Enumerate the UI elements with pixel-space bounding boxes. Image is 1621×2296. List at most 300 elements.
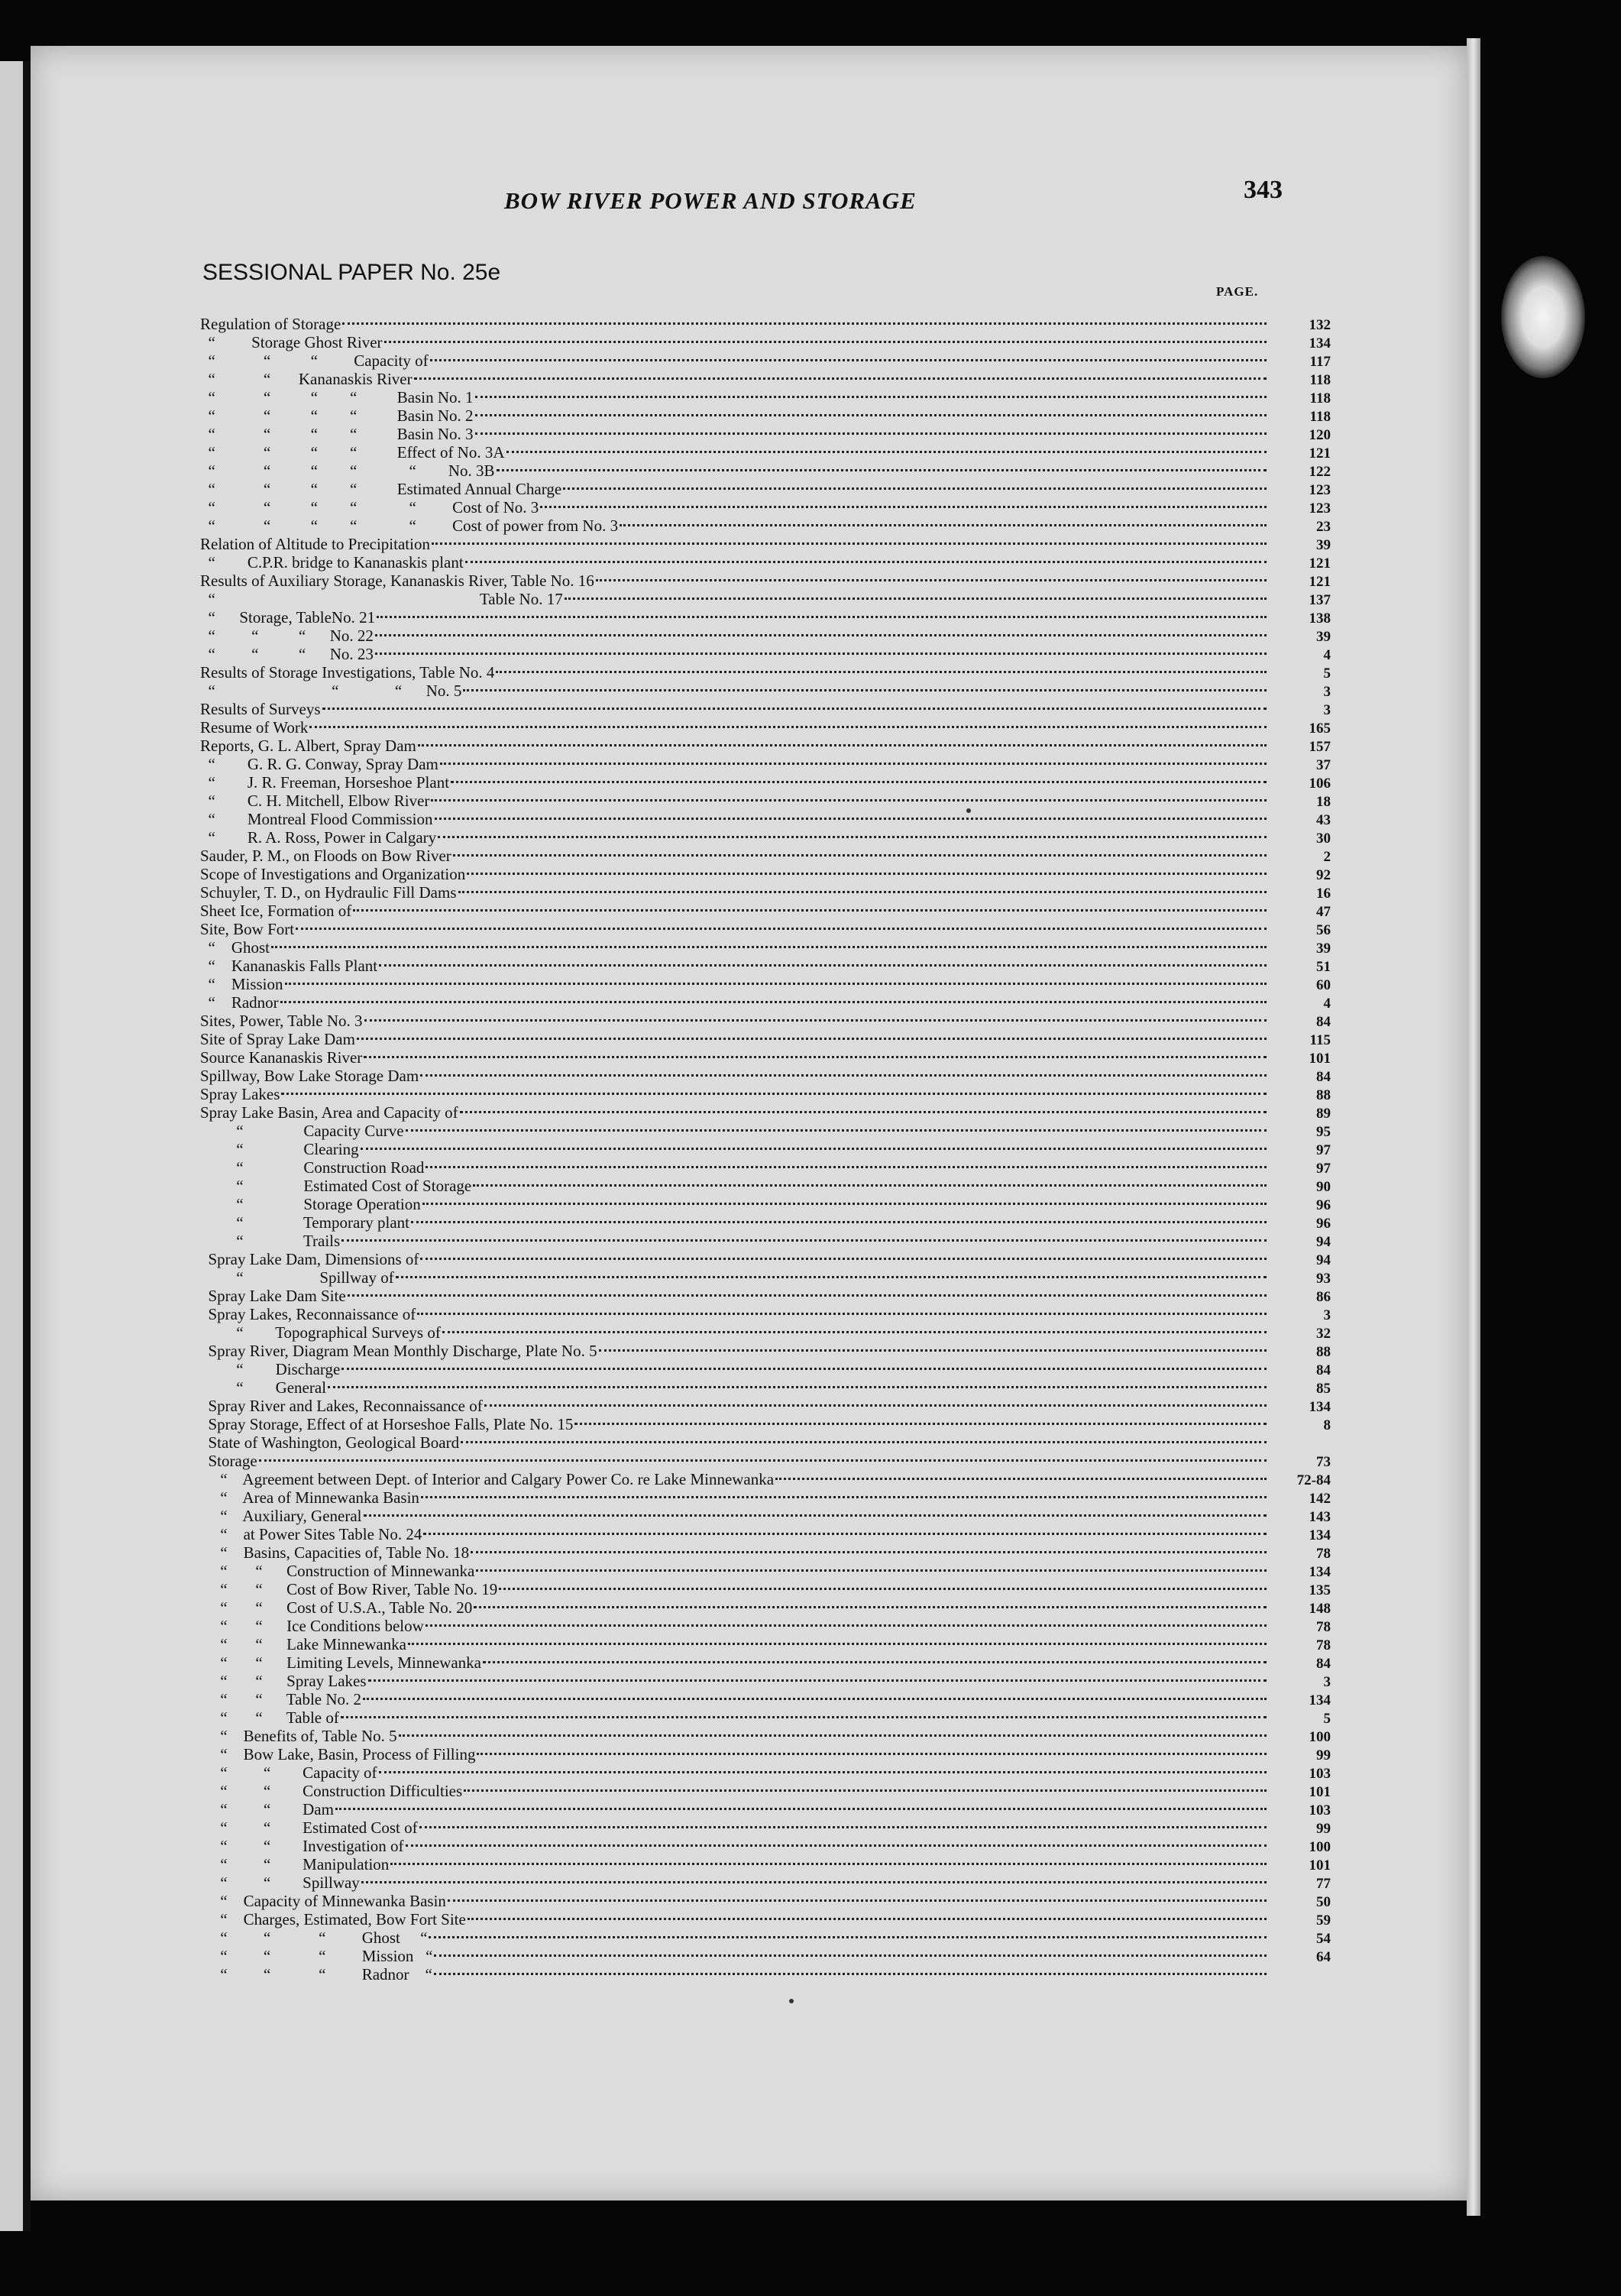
speck: [789, 1999, 794, 2003]
index-entry: [200, 883, 1331, 902]
index-entry: [200, 425, 1331, 443]
index-entry-text: “ “ Lake Minnewanka: [200, 1635, 406, 1653]
dot-leader: [477, 1753, 1267, 1755]
index-entry-page: 2: [1323, 849, 1331, 865]
dot-leader: [475, 414, 1267, 416]
index-entry-page: 43: [1316, 812, 1331, 828]
dot-leader: [461, 1441, 1267, 1443]
dot-leader: [422, 1203, 1267, 1205]
dot-leader: [442, 1331, 1267, 1333]
index-entry: [200, 480, 1331, 498]
index-entry-page: 123: [1309, 482, 1331, 498]
dot-leader: [453, 854, 1267, 857]
index-entry-page: 96: [1316, 1216, 1331, 1232]
index-entry: [200, 1892, 1331, 1910]
index-entry-page: 32: [1316, 1326, 1331, 1342]
index-entry: [200, 755, 1331, 773]
dot-leader: [499, 1588, 1267, 1590]
index-entry: [200, 957, 1331, 975]
index-entry-page: 117: [1309, 354, 1331, 370]
index-entry: [200, 1507, 1331, 1525]
index-entry-page: 5: [1323, 665, 1331, 682]
index-entry-page: 23: [1316, 519, 1331, 535]
index-entry-page: 60: [1316, 977, 1331, 993]
dot-leader: [411, 1221, 1267, 1223]
index-entry-text: “ Bow Lake, Basin, Process of Filling: [200, 1745, 476, 1763]
index-entry: [200, 1287, 1331, 1305]
index-entry: [200, 406, 1331, 425]
index-entry: [200, 388, 1331, 406]
index-entry-text: Spray Storage, Effect of at Horseshoe Falls, Plate No. 15: [200, 1415, 574, 1433]
index-entry-page: 143: [1309, 1509, 1331, 1525]
index-entry-text: “ “ Estimated Cost of: [200, 1818, 418, 1837]
dot-leader: [475, 432, 1267, 435]
index-entry: [200, 1488, 1331, 1507]
index-entry-page: 101: [1309, 1051, 1331, 1067]
index-entry-text: “ Temporary plant: [200, 1213, 410, 1232]
dot-leader: [464, 1789, 1267, 1792]
index-entry: [200, 645, 1331, 663]
index-entry-text: “ Capacity Curve: [200, 1122, 404, 1140]
index-entry-text: Spray Lake Basin, Area and Capacity of: [200, 1103, 458, 1122]
index-entry-text: “ Agreement between Dept. of Interior and Calgary Power Co. re Lake Minnewanka: [200, 1470, 775, 1488]
index-entry-text: Results of Auxiliary Storage, Kananaskis River, Table No. 16: [200, 572, 594, 590]
index-entry-text: “ Clearing: [200, 1140, 359, 1158]
dot-leader: [596, 579, 1267, 581]
index-entry-text: Spillway, Bow Lake Storage Dam: [200, 1067, 419, 1085]
index-entry: [200, 370, 1331, 388]
index-entry: [200, 1360, 1331, 1378]
dot-leader: [434, 1954, 1267, 1957]
index-entry: [200, 902, 1331, 920]
index-entry-page: 89: [1316, 1106, 1331, 1122]
index-entry-text: Spray Lake Dam, Dimensions of: [200, 1250, 419, 1268]
index-entry: [200, 1158, 1331, 1177]
dot-leader: [379, 964, 1267, 967]
index-entry-text: “ “ Construction Difficulties: [200, 1782, 463, 1800]
index-entry-text: Spray Lakes: [200, 1085, 280, 1103]
dot-leader: [375, 653, 1267, 655]
index-entry-text: “ “ Construction of Minnewanka: [200, 1562, 475, 1580]
index-entry-page: 88: [1316, 1087, 1331, 1103]
index-entry-text: Results of Surveys: [200, 700, 321, 718]
index-entry-page: 72-84: [1296, 1472, 1331, 1488]
index-entry-text: “ Storage, TableNo. 21: [200, 608, 376, 627]
index-entry-page: 101: [1309, 1784, 1331, 1800]
index-entry-page: 106: [1309, 776, 1331, 792]
dot-leader: [379, 1771, 1267, 1773]
index-entry-text: “ “ “ No. 5: [200, 682, 462, 700]
index-entry-text: “ Construction Road: [200, 1158, 425, 1177]
index-entry-text: “ R. A. Ross, Power in Calgary: [200, 828, 437, 847]
index-entry: [200, 792, 1331, 810]
index-entry-page: 51: [1316, 959, 1331, 975]
index-entry-page: 3: [1323, 702, 1331, 718]
index-entry-text: “ “ Investigation of: [200, 1837, 404, 1855]
index-entry-text: “ Basins, Capacities of, Table No. 18: [200, 1543, 470, 1562]
index-entry-text: Sites, Power, Table No. 3: [200, 1012, 363, 1030]
dot-leader: [419, 1826, 1267, 1828]
index-entry-text: Source Kananaskis River: [200, 1048, 363, 1067]
dot-leader: [440, 763, 1267, 765]
index-entry-page: 85: [1316, 1381, 1331, 1397]
index-entry-page: 165: [1309, 721, 1331, 737]
index-entry: [200, 1012, 1331, 1030]
index-entry-page: 121: [1309, 445, 1331, 461]
dot-leader: [475, 396, 1267, 398]
index-entry-page: 134: [1309, 1399, 1331, 1415]
index-entry-text: “ “ “ “ Estimated Annual Charge: [200, 480, 562, 498]
index-entry-page: 157: [1309, 739, 1331, 755]
page-column-label: PAGE.: [1216, 284, 1259, 299]
index-entry-text: “ Mission: [200, 975, 283, 993]
dot-leader: [483, 1661, 1267, 1663]
index-entry-text: Relation of Altitude to Precipitation: [200, 535, 430, 553]
dot-leader: [341, 1368, 1267, 1370]
index-entry-page: 3: [1323, 684, 1331, 700]
index-entry-page: 39: [1316, 941, 1331, 957]
index-entry-page: 134: [1309, 1564, 1331, 1580]
dot-leader: [435, 818, 1267, 820]
dot-leader: [620, 524, 1267, 526]
index-entry: [200, 865, 1331, 883]
index-entry-text: “ “ “ “ Basin No. 2: [200, 406, 474, 425]
index-entry-text: Schuyler, T. D., on Hydraulic Fill Dams: [200, 883, 457, 902]
index-entry: [200, 333, 1331, 351]
dot-leader: [259, 1459, 1267, 1462]
dot-leader: [431, 799, 1267, 801]
index-entry: [200, 461, 1331, 480]
index-entry: [200, 1232, 1331, 1250]
index-entry: [200, 1195, 1331, 1213]
index-entry: [200, 535, 1331, 553]
index-entry-text: “ Discharge: [200, 1360, 341, 1378]
index-entry: [200, 1378, 1331, 1397]
dot-leader: [540, 506, 1267, 508]
index-entry-text: “ “ “ “ Basin No. 3: [200, 425, 474, 443]
dot-leader: [348, 1294, 1267, 1297]
index-entry-page: 94: [1316, 1234, 1331, 1250]
index-entry: [200, 1617, 1331, 1635]
index-entry-page: 86: [1316, 1289, 1331, 1305]
dot-leader: [458, 891, 1267, 893]
index-entry-page: 54: [1316, 1931, 1331, 1947]
dot-leader: [438, 836, 1267, 838]
index-entry-text: “ “ Spillway: [200, 1873, 360, 1892]
dot-leader: [296, 928, 1267, 930]
index-entry-text: “ C.P.R. bridge to Kananaskis plant: [200, 553, 464, 572]
index-entry-page: 121: [1309, 555, 1331, 572]
index-entry-page: 88: [1316, 1344, 1331, 1360]
index-entry-page: 78: [1316, 1546, 1331, 1562]
index-entry-page: 148: [1309, 1601, 1331, 1617]
index-entry: [200, 1708, 1331, 1727]
sessional-paper-label: SESSIONAL PAPER No. 25e: [202, 260, 501, 285]
index-entry-page: 100: [1309, 1839, 1331, 1855]
index-entry: [200, 1122, 1331, 1140]
index-entry: [200, 1433, 1331, 1452]
dot-leader: [563, 487, 1267, 490]
index-entry-text: Reports, G. L. Albert, Spray Dam: [200, 737, 416, 755]
index-entry-page: 77: [1316, 1876, 1331, 1892]
index-entry-page: 8: [1323, 1417, 1331, 1433]
index-entry: [200, 1965, 1331, 1983]
index-entry-text: “ “ Ice Conditions below: [200, 1617, 424, 1635]
index-entry: [200, 1928, 1331, 1947]
index-entry-page: 132: [1309, 317, 1331, 333]
index-entry-page: 84: [1316, 1014, 1331, 1030]
index-entry-page: 84: [1316, 1656, 1331, 1672]
index-entry: [200, 1397, 1331, 1415]
index-entry-page: 37: [1316, 757, 1331, 773]
dot-leader: [451, 781, 1267, 783]
index-entry-page: 16: [1316, 886, 1331, 902]
dot-leader: [361, 1881, 1267, 1883]
index-entry: [200, 1653, 1331, 1672]
index-entry: [200, 1177, 1331, 1195]
dot-leader: [322, 708, 1267, 710]
dot-leader: [565, 597, 1267, 600]
dot-leader: [361, 1148, 1267, 1150]
speck: [966, 808, 971, 813]
index-entry-text: “ “ “ Mission “: [200, 1947, 433, 1965]
index-entry-text: “ “ Table No. 2: [200, 1690, 362, 1708]
index-entry: [200, 498, 1331, 517]
index-entry-text: “ “ “ No. 22: [200, 627, 374, 645]
index-entry-text: “ Benefits of, Table No. 5: [200, 1727, 397, 1745]
dot-leader: [484, 1404, 1267, 1407]
index-entry-page: 134: [1309, 1527, 1331, 1543]
index-entry-text: “ Capacity of Minnewanka Basin: [200, 1892, 446, 1910]
index-entry-text: “ Kananaskis Falls Plant: [200, 957, 378, 975]
index-entry-text: “ “ “ “ Basin No. 1: [200, 388, 474, 406]
dot-leader: [363, 1698, 1267, 1700]
dot-leader: [775, 1478, 1267, 1480]
index-entry-page: 100: [1309, 1729, 1331, 1745]
dot-leader: [364, 1056, 1267, 1058]
dot-leader: [463, 689, 1267, 691]
index-entry: [200, 608, 1331, 627]
dot-leader: [353, 909, 1267, 912]
dot-leader: [342, 322, 1267, 325]
index-entry: [200, 1067, 1331, 1085]
index-entry-text: Resume of Work: [200, 718, 309, 737]
index-entry: [200, 1947, 1331, 1965]
index-entry-text: Results of Storage Investigations, Table No. 4: [200, 663, 495, 682]
index-entry-text: “ Area of Minnewanka Basin: [200, 1488, 419, 1507]
dot-leader: [414, 377, 1267, 380]
index-entry-page: 118: [1309, 390, 1331, 406]
dot-leader: [420, 1258, 1267, 1260]
index-entry-page: 118: [1309, 409, 1331, 425]
index-entry: [200, 1268, 1331, 1287]
index-entry: [200, 1873, 1331, 1892]
index-entry: [200, 1763, 1331, 1782]
index-entry: [200, 1598, 1331, 1617]
index-entry-page: 99: [1316, 1821, 1331, 1837]
index-entry-page: 39: [1316, 629, 1331, 645]
index-entry-page: 5: [1323, 1711, 1331, 1727]
index-entry: [200, 993, 1331, 1012]
index-entry: [200, 443, 1331, 461]
dot-leader: [280, 1001, 1267, 1003]
index-entry: [200, 1085, 1331, 1103]
index-entry-text: “ “ Dam: [200, 1800, 334, 1818]
index-entry-text: “ “ Kananaskis River: [200, 370, 413, 388]
index-entry: [200, 1837, 1331, 1855]
index-entry-text: Spray Lake Dam Site: [200, 1287, 346, 1305]
index-entry-text: “ “ Cost of U.S.A., Table No. 20: [200, 1598, 473, 1617]
index-entry-page: 73: [1316, 1454, 1331, 1470]
index-entry-page: 3: [1323, 1674, 1331, 1690]
index-entry: [200, 663, 1331, 682]
dot-leader: [420, 1074, 1267, 1077]
index-entry-page: 138: [1309, 610, 1331, 627]
index-entry: [200, 1818, 1331, 1837]
index-entry-text: Storage: [200, 1452, 257, 1470]
dot-leader: [364, 1019, 1267, 1022]
index-entry-text: “ “ “ Capacity of: [200, 351, 429, 370]
index-entry: [200, 1727, 1331, 1745]
dot-leader: [341, 1716, 1267, 1718]
index-list: [200, 315, 1331, 1983]
index-entry-page: 78: [1316, 1637, 1331, 1653]
dot-leader: [574, 1423, 1267, 1425]
index-entry-text: “ J. R. Freeman, Horseshoe Plant: [200, 773, 450, 792]
dot-leader: [368, 1679, 1267, 1682]
dot-leader: [406, 1129, 1267, 1132]
index-entry-page: 120: [1309, 427, 1331, 443]
index-entry-page: 134: [1309, 335, 1331, 351]
index-entry-page: 90: [1316, 1179, 1331, 1195]
index-entry-text: “ Ghost: [200, 938, 270, 957]
index-entry: [200, 1543, 1331, 1562]
index-entry-text: Site of Spray Lake Dam: [200, 1030, 355, 1048]
index-entry-text: State of Washington, Geological Board: [200, 1433, 460, 1452]
index-entry-page: 39: [1316, 537, 1331, 553]
index-entry-text: “ C. H. Mitchell, Elbow River: [200, 792, 430, 810]
dot-leader: [476, 1569, 1267, 1572]
index-entry-page: 103: [1309, 1802, 1331, 1818]
index-entry-text: Sauder, P. M., on Floods on Bow River: [200, 847, 451, 865]
dot-leader: [599, 1349, 1267, 1352]
index-entry-text: “ “ “ “ Effect of No. 3A: [200, 443, 505, 461]
dot-leader: [328, 1386, 1267, 1388]
index-entry-page: 94: [1316, 1252, 1331, 1268]
dot-leader: [425, 1624, 1267, 1627]
index-entry-page: 84: [1316, 1069, 1331, 1085]
dot-leader: [473, 1184, 1267, 1187]
index-entry-text: “ “ “ “ “ Cost of No. 3: [200, 498, 539, 517]
dot-leader: [465, 561, 1267, 563]
index-entry-page: 64: [1316, 1949, 1331, 1965]
index-entry-text: “ “ “ “ “ No. 3B: [200, 461, 495, 480]
index-entry-text: “ at Power Sites Table No. 24: [200, 1525, 422, 1543]
index-entry: [200, 975, 1331, 993]
index-entry: [200, 572, 1331, 590]
dot-leader: [399, 1734, 1267, 1737]
dot-leader: [430, 359, 1267, 361]
index-entry-page: 84: [1316, 1362, 1331, 1378]
ink-blot: [1501, 256, 1585, 378]
index-entry: [200, 1562, 1331, 1580]
dot-leader: [271, 946, 1267, 948]
index-entry-page: 47: [1316, 904, 1331, 920]
index-entry: [200, 700, 1331, 718]
index-entry-page: 96: [1316, 1197, 1331, 1213]
index-entry-page: 18: [1316, 794, 1331, 810]
index-entry: [200, 1415, 1331, 1433]
dot-leader: [471, 1551, 1267, 1553]
dot-leader: [341, 1239, 1267, 1242]
index-entry: [200, 627, 1331, 645]
dot-leader: [467, 873, 1267, 875]
index-entry: [200, 1048, 1331, 1067]
index-entry-page: 93: [1316, 1271, 1331, 1287]
index-entry: [200, 315, 1331, 333]
dot-leader: [285, 983, 1267, 985]
index-entry: [200, 1250, 1331, 1268]
index-entry-page: 123: [1309, 500, 1331, 517]
index-entry-text: Scope of Investigations and Organization: [200, 865, 466, 883]
dot-leader: [417, 1313, 1267, 1315]
index-entry-page: 115: [1309, 1032, 1331, 1048]
dot-leader: [281, 1093, 1267, 1095]
index-entry-page: 118: [1309, 372, 1331, 388]
left-page-edge: [0, 61, 31, 2231]
index-entry-text: “ “ Spray Lakes: [200, 1672, 367, 1690]
index-entry-text: Sheet Ice, Formation of: [200, 902, 352, 920]
dot-leader: [309, 726, 1267, 728]
index-entry-text: “ Trails: [200, 1232, 341, 1250]
index-entry-page: 59: [1316, 1912, 1331, 1928]
page-number: 343: [1244, 176, 1283, 204]
dot-leader: [496, 671, 1267, 673]
index-entry-text: “ “ “ Radnor “: [200, 1965, 432, 1983]
index-entry: [200, 1323, 1331, 1342]
index-entry: [200, 1525, 1331, 1543]
index-entry: [200, 718, 1331, 737]
index-entry: [200, 1855, 1331, 1873]
dot-leader: [375, 634, 1267, 636]
index-entry-text: “ “ “ “ “ Cost of power from No. 3: [200, 517, 619, 535]
running-head: BOW RIVER POWER AND STORAGE: [504, 187, 917, 214]
index-entry-page: 134: [1309, 1692, 1331, 1708]
index-entry: [200, 351, 1331, 370]
index-entry: [200, 773, 1331, 792]
index-entry-text: “ Estimated Cost of Storage: [200, 1177, 472, 1195]
index-entry-page: 101: [1309, 1857, 1331, 1873]
dot-leader: [497, 469, 1267, 471]
index-entry-text: “ Storage Ghost River: [200, 333, 383, 351]
index-entry-page: 135: [1309, 1582, 1331, 1598]
index-entry: [200, 938, 1331, 957]
index-entry-text: “ Spillway of: [200, 1268, 394, 1287]
dot-leader: [434, 1973, 1267, 1975]
index-entry-text: “ “ “ Ghost “: [200, 1928, 428, 1947]
index-entry-text: “ G. R. G. Conway, Spray Dam: [200, 755, 438, 773]
index-entry: [200, 828, 1331, 847]
index-entry: [200, 1580, 1331, 1598]
index-entry-text: “ “ “ No. 23: [200, 645, 374, 663]
index-entry-text: Site, Bow Fort: [200, 920, 295, 938]
index-entry: [200, 920, 1331, 938]
index-entry: [200, 1800, 1331, 1818]
index-entry: [200, 1745, 1331, 1763]
index-entry-page: 122: [1309, 464, 1331, 480]
index-entry-text: “ “ Capacity of: [200, 1763, 377, 1782]
dot-leader: [408, 1643, 1267, 1645]
